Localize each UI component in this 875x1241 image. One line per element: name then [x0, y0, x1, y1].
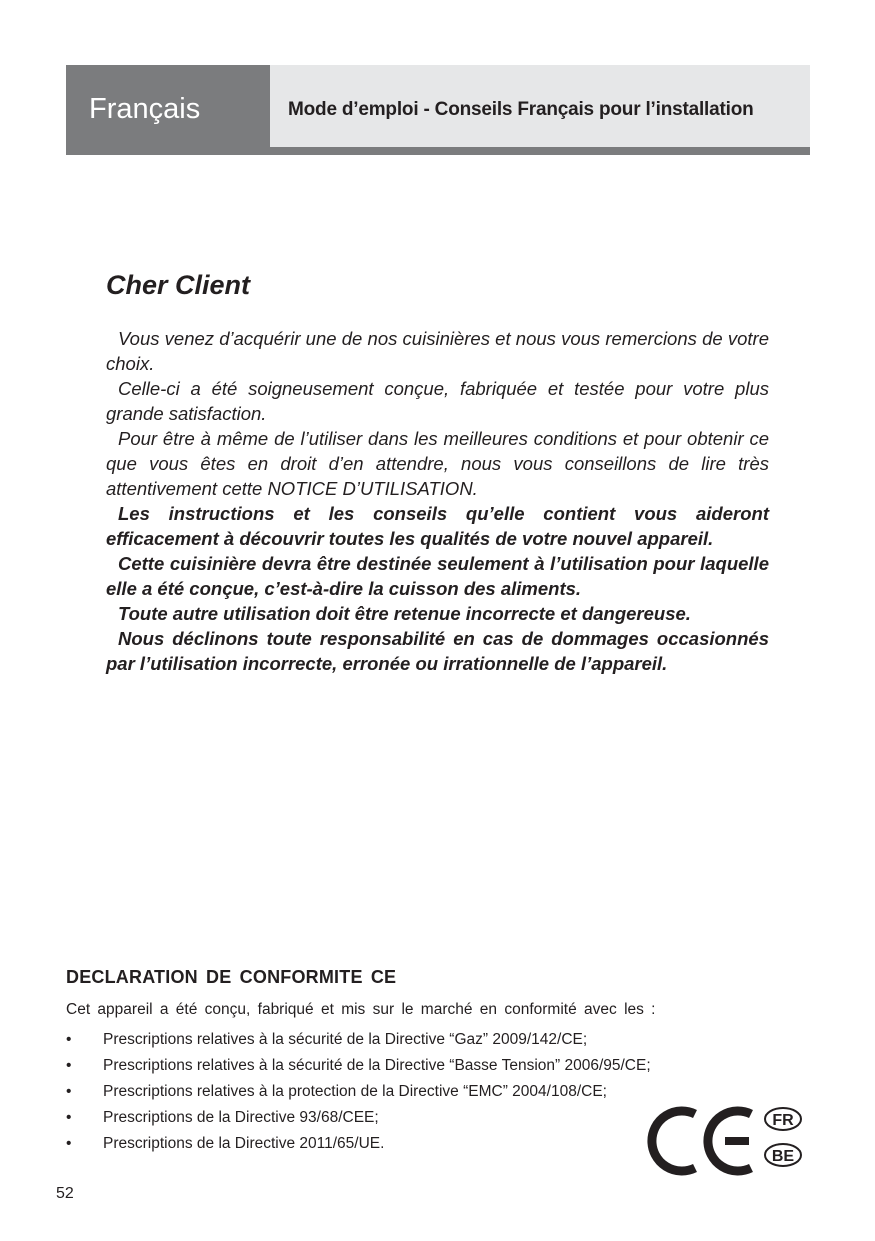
intro-paragraph: Vous venez d’acquérir une de nos cuisinières et nous vous remercions de votre choix.: [106, 328, 769, 374]
ce-mark-icon: [645, 1098, 805, 1178]
intro-paragraph: Celle-ci a été soigneusement conçue, fabriquée et testée pour votre plus grande satisfaction.: [106, 378, 769, 424]
header-title: Mode d’emploi - Conseils Français pour l’installation: [288, 99, 754, 120]
declaration-intro: Cet appareil a été conçu, fabriqué et mis sur le marché en conformité avec les :: [66, 1001, 656, 1018]
declaration-item: [66, 1056, 786, 1082]
declaration-item: [66, 1030, 786, 1056]
bullet-icon: •: [66, 1135, 72, 1152]
intro-paragraph-bold: Les instructions et les conseils qu’elle contient vous aideront efficacement à découvrir toutes les qualités de votre nouvel appareil.: [106, 503, 769, 549]
intro-paragraph-bold: Toute autre utilisation doit être retenue incorrecte et dangereuse.: [118, 603, 691, 624]
page-number: 52: [56, 1185, 74, 1202]
language-label: Français: [89, 93, 201, 125]
declaration-item-text: Prescriptions relatives à la sécurité de la Directive “Basse Tension” 2006/95/CE;: [103, 1057, 651, 1074]
header-underline: [270, 147, 810, 155]
intro-paragraph-bold: Cette cuisinière devra être destinée seulement à l’utilisation pour laquelle elle a été conçue, c’est-à-dire la cuisson des aliments.: [106, 553, 769, 599]
intro-paragraph: Pour être à même de l’utiliser dans les meilleures conditions et pour obtenir ce que vous êtes en droit d’en attendre, nous vous conseillons de lire très attentivement cette NOTICE D’UTILISATION.: [106, 428, 769, 499]
header-title-box: [270, 65, 810, 147]
intro-text: [106, 326, 769, 676]
country-be-label: BE: [771, 1148, 795, 1165]
language-tab: [66, 65, 270, 155]
greeting-heading: Cher Client: [106, 270, 251, 300]
declaration-item-text: Prescriptions relatives à la sécurité de la Directive “Gaz” 2009/142/CE;: [103, 1031, 588, 1048]
bullet-icon: •: [66, 1109, 72, 1126]
declaration-item-text: Prescriptions relatives à la protection de la Directive “EMC” 2004/108/CE;: [103, 1083, 607, 1100]
declaration-item-text: Prescriptions de la Directive 93/68/CEE;: [103, 1109, 379, 1126]
conformity-marks: [645, 1098, 805, 1178]
country-badge-be-icon: [765, 1144, 801, 1166]
intro-paragraph-bold: Nous déclinons toute responsabilité en cas de dommages occasionnés par l’utilisation incorrecte, erronée ou irrationnelle de l’appareil.: [106, 628, 769, 674]
declaration-title: DECLARATION DE CONFORMITE CE: [66, 967, 397, 987]
bullet-icon: •: [66, 1083, 72, 1100]
bullet-icon: •: [66, 1057, 72, 1074]
page-header: [66, 65, 810, 155]
bullet-icon: •: [66, 1031, 72, 1048]
declaration-item-text: Prescriptions de la Directive 2011/65/UE.: [103, 1135, 385, 1152]
country-badge-fr-icon: [765, 1108, 801, 1130]
country-fr-label: FR: [772, 1112, 794, 1129]
